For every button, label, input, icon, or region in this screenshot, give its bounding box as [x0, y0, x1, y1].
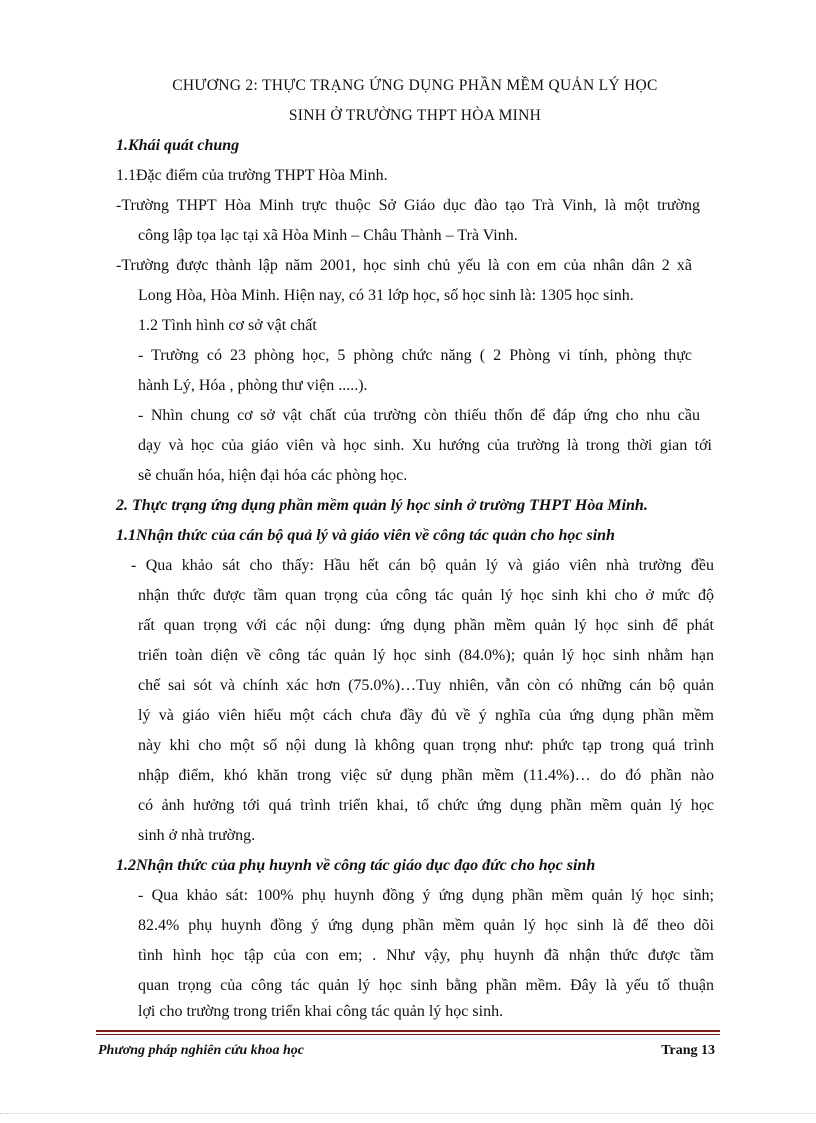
- paragraph-line: hành Lý, Hóa , phòng thư viện .....).: [138, 377, 368, 394]
- subsection-2-1: 1.1Nhận thức của cán bộ quả lý và giáo viên về công tác quản cho học sinh: [116, 527, 615, 544]
- paragraph-line: - Qua khảo sát: 100% phụ huynh đồng ý ứng dụng phần mềm quản lý học sinh;: [138, 887, 714, 904]
- paragraph-line: rất quan trọng với các nội dung: ứng dụng phần mềm quản lý học sinh để phát: [138, 617, 714, 634]
- paragraph-line: - Qua khảo sát cho thấy: Hầu hết cán bộ quản lý và giáo viên nhà trường đều: [131, 557, 714, 574]
- section-1-heading: 1.Khái quát chung: [116, 137, 240, 154]
- chapter-title-line-2: SINH Ở TRƯỜNG THPT HÒA MINH: [288, 107, 542, 124]
- footer-page-number: Trang 13: [661, 1043, 715, 1058]
- footer-course-title: Phương pháp nghiên cứu khoa học: [98, 1043, 304, 1058]
- paragraph-line: dạy và học của giáo viên và học sinh. Xu hướng của trường là trong thời gian tới: [138, 437, 712, 454]
- footer-rule-thin: [96, 1034, 720, 1035]
- paragraph-line: triển toàn diện về công tác quản lý học sinh (84.0%); quản lý học sinh nhằm hạn: [138, 647, 714, 664]
- paragraph-line: - Nhìn chung cơ sở vật chất của trường còn thiếu thốn để đáp ứng cho nhu cầu: [138, 407, 700, 424]
- paragraph-line: - Trường có 23 phòng học, 5 phòng chức năng ( 2 Phòng vi tính, phòng thực: [138, 347, 692, 364]
- paragraph-line: chế sai sót và chính xác hơn (75.0%)…Tuy nhiên, vẫn còn có những cán bộ quản: [138, 677, 714, 694]
- paragraph-line: Long Hòa, Hòa Minh. Hiện nay, có 31 lớp học, số học sinh là: 1305 học sinh.: [138, 287, 634, 304]
- subsection-1-1: 1.1Đặc điểm của trường THPT Hòa Minh.: [116, 167, 388, 184]
- paragraph-line: sẽ chuẩn hóa, hiện đại hóa các phòng học.: [138, 467, 408, 484]
- paragraph-line: công lập tọa lạc tại xã Hòa Minh – Châu Thành – Trà Vinh.: [138, 227, 518, 244]
- paragraph-line: sinh ở nhà trường.: [138, 827, 256, 844]
- paragraph-line: 82.4% phụ huynh đồng ý ứng dụng phần mềm quản lý học sinh là để theo dõi: [138, 917, 714, 934]
- page-bottom-dotted-edge: [0, 1113, 816, 1114]
- paragraph-line: quan trọng của công tác quản lý học sinh bằng phần mềm. Đây là yếu tố thuận: [138, 977, 714, 994]
- paragraph-line: lý và giáo viên hiểu một cách chưa đầy đủ về ý nghĩa của ứng dụng phần mềm: [138, 707, 714, 724]
- paragraph-line: -Trường được thành lập năm 2001, học sinh chủ yếu là con em của nhân dân 2 xã: [116, 257, 692, 274]
- paragraph-line: có ảnh hưởng tới quá trình triển khai, tổ chức ứng dụng phần mềm quản lý học: [138, 797, 714, 814]
- paragraph-line: -Trường THPT Hòa Minh trực thuộc Sở Giáo dục đào tạo Trà Vinh, là một trường: [116, 197, 700, 214]
- paragraph-line: nhận thức được tầm quan trọng của công tác quản lý học sinh khi cho ở mức độ: [138, 587, 714, 604]
- paragraph-line: này khi cho một số nội dung là không quan trọng như: phức tạp trong quá trình: [138, 737, 714, 754]
- paragraph-line: nhập điểm, khó khăn trong việc sử dụng phần mềm (11.4%)… do đó phần nào: [138, 767, 714, 784]
- footer-rule-thick: [96, 1030, 720, 1032]
- subsection-2-2: 1.2Nhận thức của phụ huynh về công tác giáo dục đạo đức cho học sinh: [116, 857, 596, 874]
- subsection-1-2: 1.2 Tình hình cơ sở vật chất: [138, 317, 317, 334]
- paragraph-line: lợi cho trường trong triển khai công tác quản lý học sinh.: [138, 1003, 504, 1020]
- chapter-title-line-1: CHƯƠNG 2: THỰC TRẠNG ỨNG DỤNG PHẦN MỀM QUẢN LÝ HỌC: [172, 77, 658, 94]
- paragraph-line: tình hình học tập của con em; . Như vậy, phụ huynh đã nhận thức được tầm: [138, 947, 714, 964]
- section-2-heading: 2. Thực trạng ứng dụng phần mềm quản lý học sinh ở trường THPT Hòa Minh.: [116, 497, 648, 514]
